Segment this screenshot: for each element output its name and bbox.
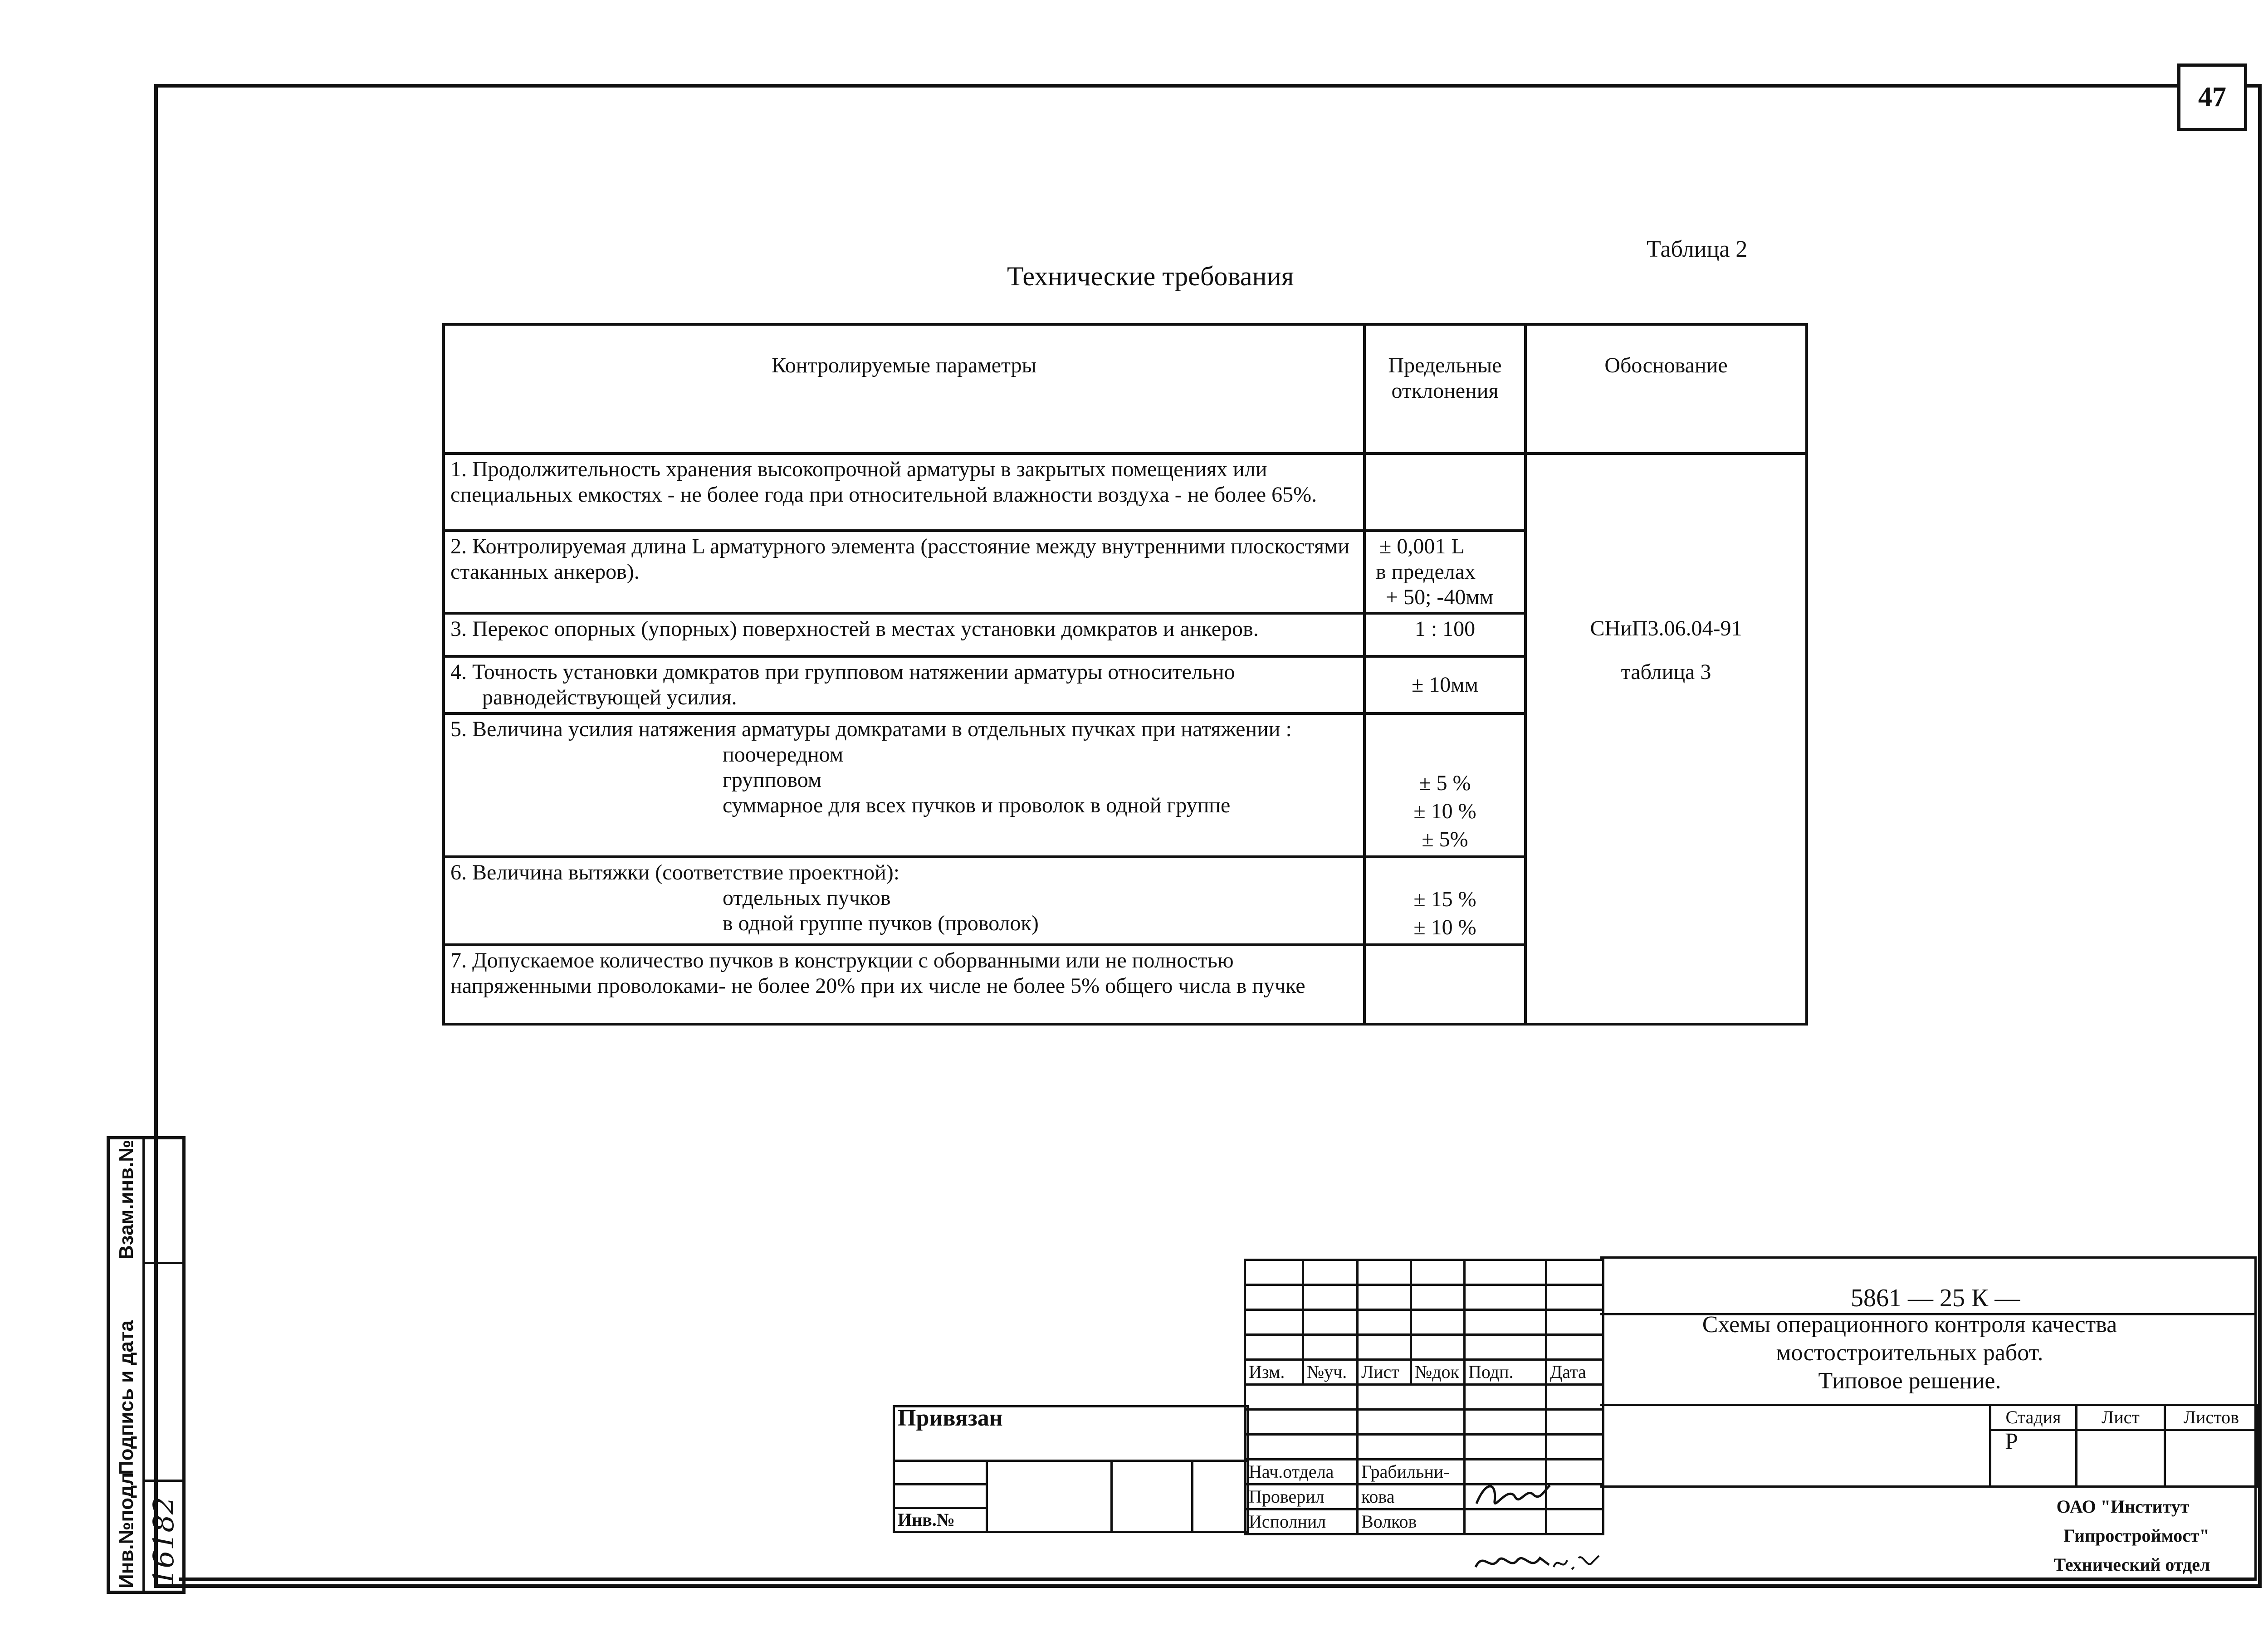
col-header-sign: Подп.	[1465, 1360, 1546, 1385]
row2-dev-line2: в пределах	[1376, 560, 1476, 584]
row5-item: поочередном	[723, 742, 844, 767]
col-header-list: Лист	[1358, 1360, 1411, 1385]
table-caption: Таблица 2	[1647, 236, 1748, 262]
row6-dev-value: ± 10 %	[1413, 915, 1476, 939]
org-line: Технический отдел	[2053, 1554, 2210, 1575]
binding-label: Привязан	[894, 1407, 1248, 1461]
row1-dev	[1364, 454, 1525, 531]
document-name	[1615, 1311, 2204, 1395]
row4-param-line1: 4. Точность установки домкратов при групповом натяжении арматуры относительно	[450, 660, 1235, 684]
stage-header: Стадия	[1990, 1405, 2077, 1430]
role-executed: Исполнил	[1245, 1509, 1358, 1534]
row6-param	[444, 857, 1364, 945]
document-name-line: мостостроительных работ.	[1776, 1340, 2043, 1366]
org-line: Гипростроймост"	[2063, 1525, 2209, 1546]
row5-param	[444, 713, 1364, 857]
stamp-label-replaced-inv: Взам.инв.№	[115, 1139, 137, 1260]
left-vertical-stamp	[107, 1136, 186, 1594]
signature-mark	[1472, 1547, 1554, 1578]
row4-dev: ± 10мм	[1364, 656, 1525, 713]
row2-dev	[1364, 531, 1525, 613]
row5-param-text: 5. Величина усилия натяжения арматуры домкратами в отдельных пучках при натяжении :	[450, 717, 1292, 741]
col-header-date: Дата	[1546, 1360, 1603, 1385]
row5-item: суммарное для всех пучков и проволок в одной группе	[723, 793, 1231, 817]
row2-param: 2. Контролируемая длина L арматурного элемента (расстояние между внутренними плоскостями стаканных анкеров).	[444, 531, 1364, 613]
row6-dev	[1364, 857, 1525, 945]
name-head: Грабильни-	[1358, 1460, 1465, 1485]
date-mark	[1551, 1549, 1601, 1576]
requirements-table	[442, 323, 1808, 1026]
row3-dev: 1 : 100	[1364, 613, 1525, 656]
stamp-label-sign-date: Подпись и дата	[115, 1320, 137, 1475]
col-header-izm: Изм.	[1245, 1360, 1303, 1385]
row3-param: 3. Перекос опорных (упорных) поверхностей в местах установки домкратов и анкеров.	[444, 613, 1364, 656]
date-executed	[1546, 1509, 1603, 1534]
document-name-line: Типовое решение.	[1818, 1368, 2001, 1394]
row4-param	[444, 656, 1364, 713]
sheets-header: Листов	[2165, 1405, 2258, 1430]
row5-dev	[1364, 713, 1525, 857]
table-row	[444, 454, 1807, 531]
row5-dev-value: ± 10 %	[1413, 799, 1476, 823]
organization	[1991, 1492, 2254, 1579]
table-header-row	[444, 324, 1807, 454]
row5-item: групповом	[723, 768, 822, 792]
stamp-inv-value: 16182	[147, 1496, 180, 1586]
row1-param: 1. Продолжительность хранения высокопрочной арматуры в закрытых помещениях или специальных емкостях - не более года при относительной влажности воздуха - не более 65%.	[444, 454, 1364, 531]
document-code: 5861 — 25 К —	[1851, 1284, 2020, 1312]
header-basis: Обоснование	[1525, 324, 1807, 454]
row2-dev-line1: ± 0,001 L	[1379, 534, 1465, 558]
row5-dev-value: ± 5 %	[1419, 771, 1471, 795]
row6-item: отдельных пучков	[723, 886, 891, 910]
row7-param: 7. Допускаемое количество пучков в конструкции с оборванными или не полностью напряженными проволоками- не более 20% при их числе не более 5% общего числа в пучке	[444, 945, 1364, 1024]
binding-block	[893, 1405, 1249, 1533]
org-line: ОАО "Институт	[2056, 1496, 2190, 1517]
header-parameters: Контролируемые параметры	[444, 324, 1364, 454]
row6-item: в одной группе пучков (проволок)	[723, 911, 1039, 935]
col-header-uch: №уч.	[1303, 1360, 1358, 1385]
basis-table: таблица 3	[1621, 660, 1711, 684]
stamp-label-inv-orig: Инв.№подл	[115, 1472, 137, 1588]
row5-dev-value: ± 5%	[1422, 827, 1468, 851]
signature-mark	[1472, 1476, 1554, 1517]
basis-cell	[1525, 454, 1807, 1024]
stage-table	[1989, 1404, 2259, 1488]
col-header-doc: №док	[1411, 1360, 1465, 1385]
role-head: Нач.отдела	[1245, 1460, 1358, 1485]
role-checked: Проверил	[1245, 1485, 1358, 1509]
inv-no-label: Инв.№	[894, 1508, 987, 1532]
row2-dev-line3: + 50; -40мм	[1386, 585, 1494, 609]
row6-dev-value: ± 15 %	[1413, 887, 1476, 911]
page-title: Технические требования	[1007, 261, 1294, 291]
row7-dev	[1364, 945, 1525, 1024]
page-number: 47	[2177, 63, 2247, 131]
row6-param-text: 6. Величина вытяжки (соответствие проектной):	[450, 860, 900, 884]
name-checked: кова	[1358, 1485, 1465, 1509]
header-deviations: Предельные отклонения	[1364, 324, 1525, 454]
sheet-header: Лист	[2077, 1405, 2165, 1430]
basis-norm: СНиП3.06.04-91	[1590, 616, 1742, 640]
name-executed: Волков	[1358, 1509, 1465, 1534]
document-name-line: Схемы операционного контроля качества	[1702, 1312, 2117, 1338]
row4-param-line2: равнодействующей усилия.	[482, 685, 737, 709]
stage-value: Р	[1990, 1430, 2077, 1487]
